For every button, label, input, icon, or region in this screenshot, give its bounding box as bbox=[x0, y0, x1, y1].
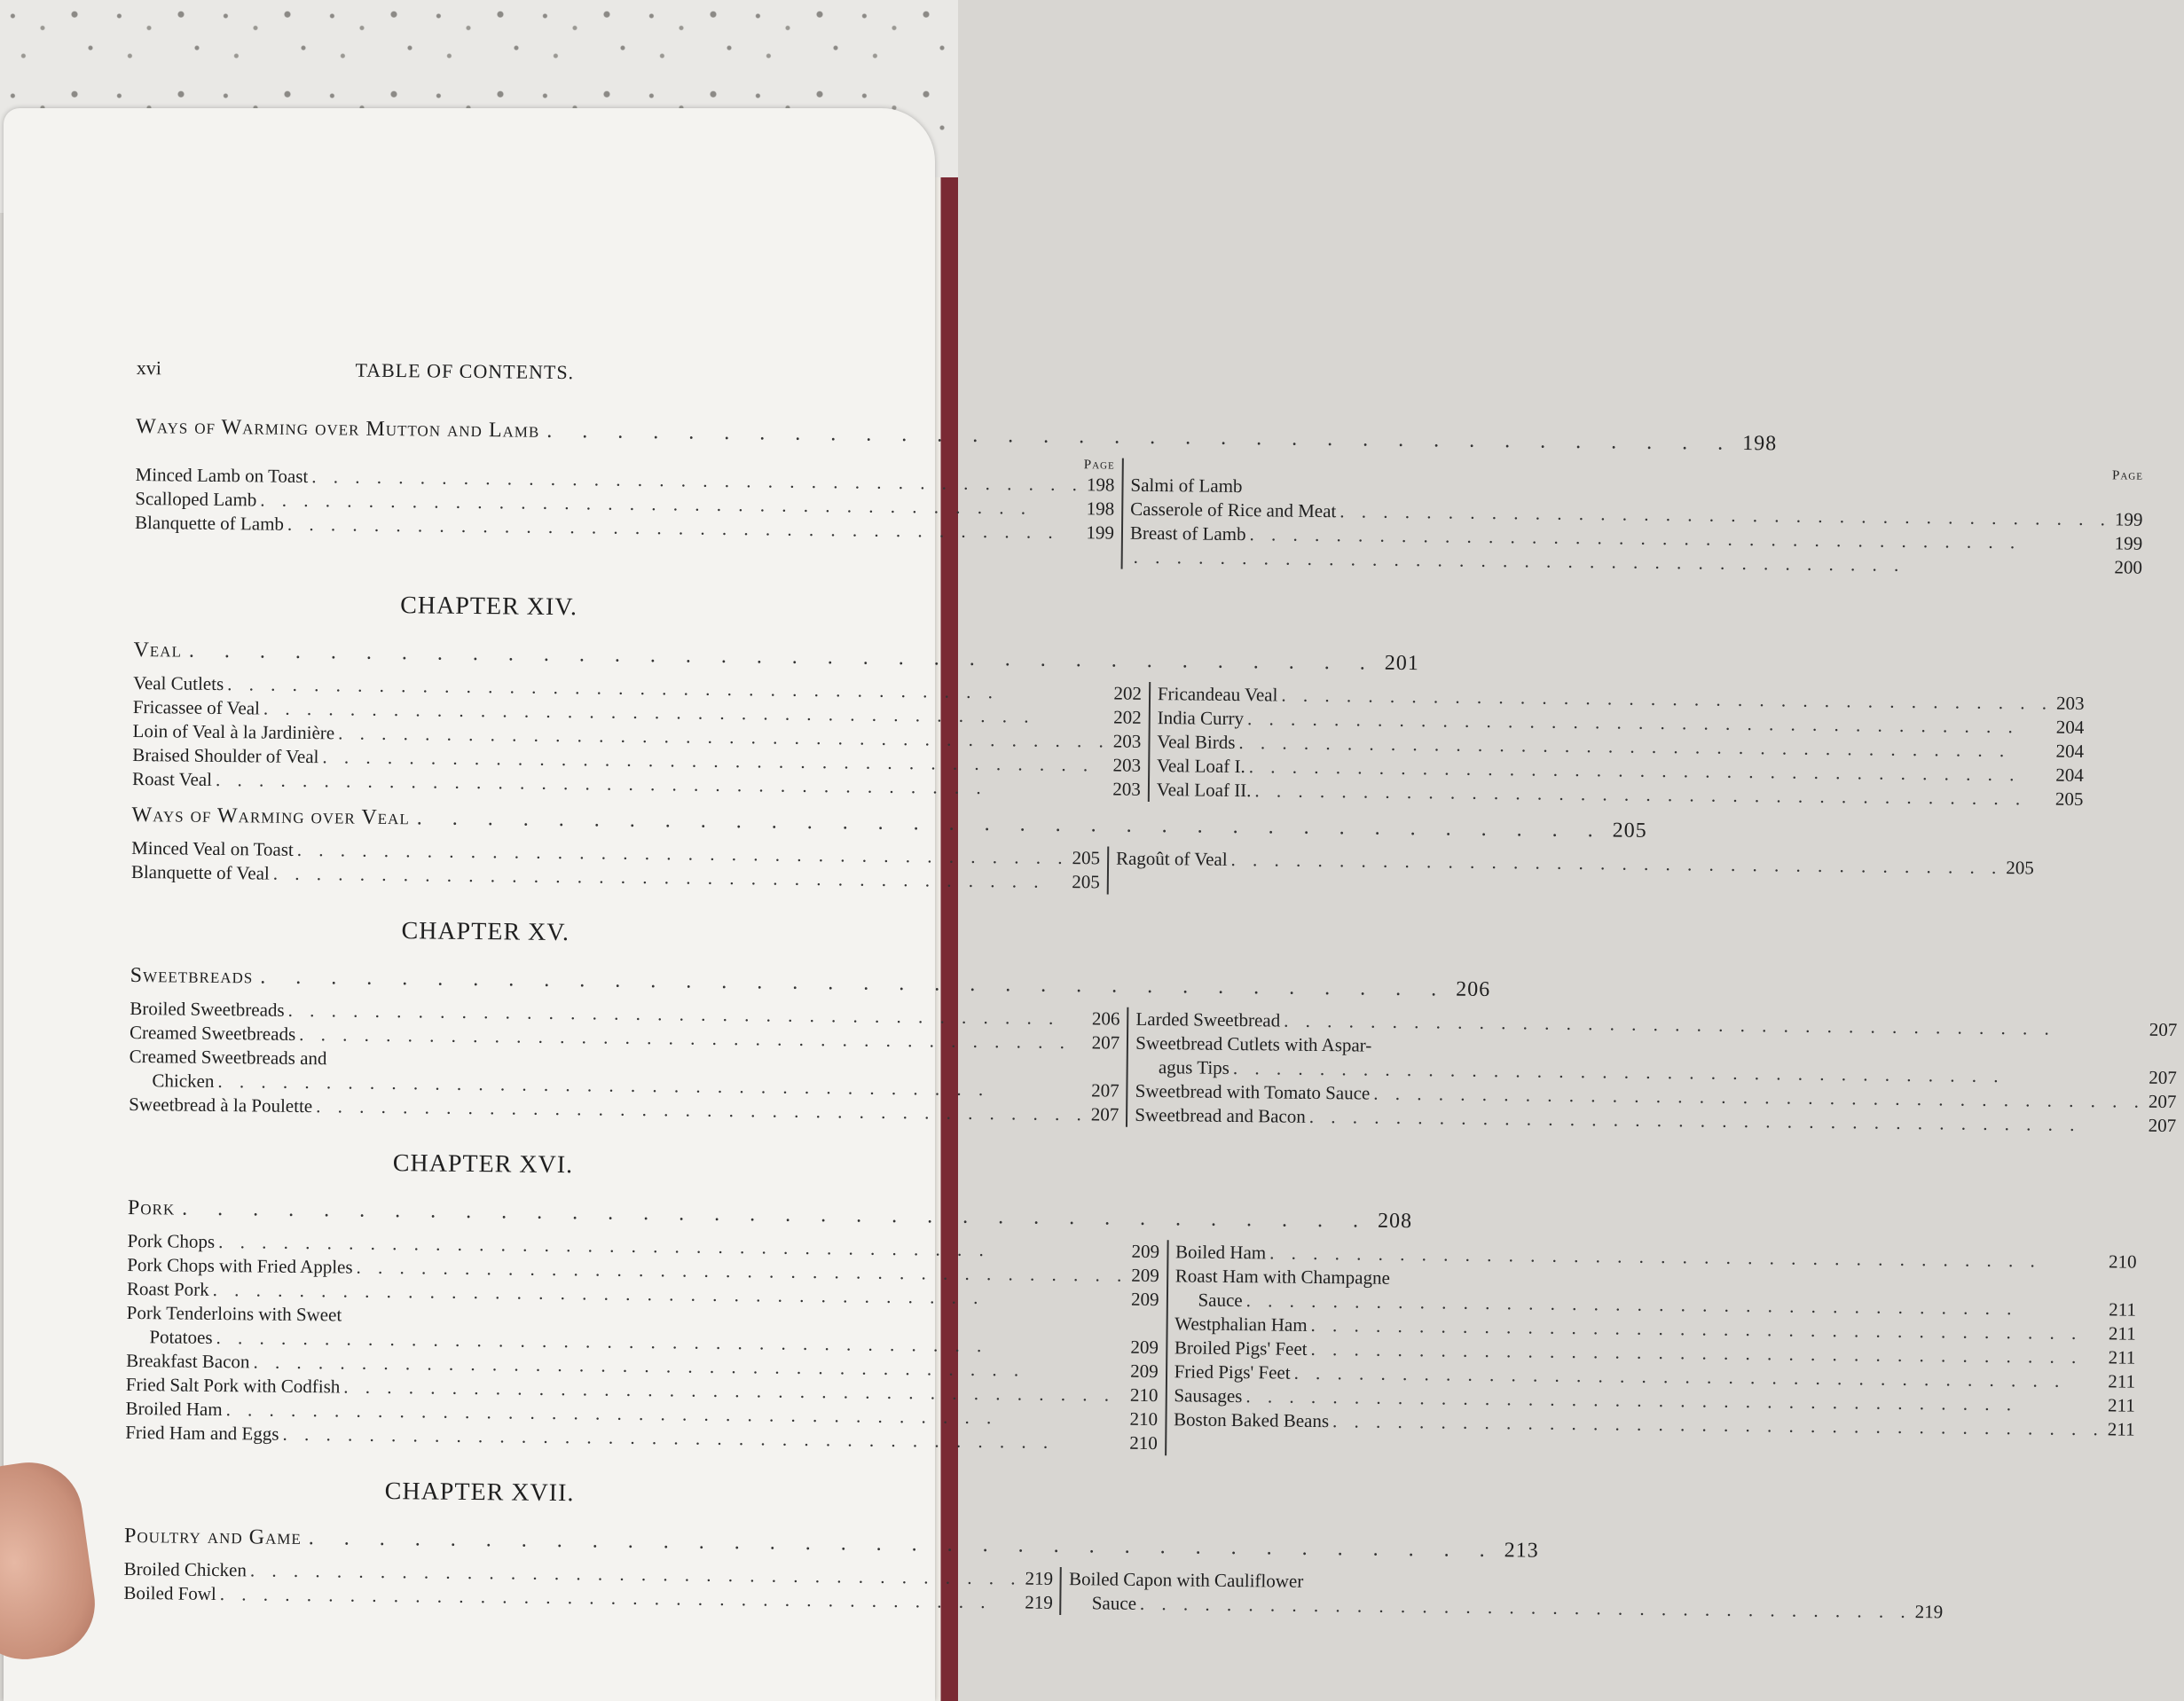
left-column bbox=[131, 836, 1109, 895]
right-column bbox=[1123, 459, 2144, 580]
entry-title: Sweetbread and Bacon bbox=[1135, 1103, 1306, 1127]
entry-title: Boiled Fowl bbox=[123, 1581, 216, 1605]
right-column bbox=[1167, 1240, 2137, 1465]
entry-title: Broiled Ham bbox=[125, 1397, 223, 1421]
entry-title: Roast Veal bbox=[131, 767, 213, 790]
entry-title: Blanquette of Veal bbox=[130, 860, 270, 884]
entry-page: 204 bbox=[2055, 764, 2084, 787]
entry-columns bbox=[125, 1229, 2137, 1454]
entry-title: Creamed Sweetbreads bbox=[129, 1021, 296, 1045]
section-page: 198 bbox=[1742, 431, 1778, 456]
toc-entry bbox=[1116, 847, 2034, 881]
right-column bbox=[1150, 682, 2085, 811]
entry-title: Boston Baked Beans bbox=[1173, 1408, 1330, 1432]
entry-page: 203 bbox=[1112, 754, 1142, 776]
entry-title: Veal Loaf I. bbox=[1156, 755, 1245, 778]
left-column bbox=[125, 1229, 1168, 1455]
entry-title: Westphalian Ham bbox=[1174, 1313, 1308, 1336]
chapter-title: CHAPTER XVI. bbox=[392, 1149, 574, 1180]
left-column bbox=[129, 997, 1129, 1127]
entry-title: Sauce bbox=[1091, 1592, 1137, 1614]
entry-title: Sausages bbox=[1174, 1384, 1243, 1407]
entry-title: Sweetbread Cutlets with Aspar- bbox=[1135, 1031, 1372, 1056]
entry-title: Pork Chops bbox=[127, 1229, 216, 1252]
entry-page: 209 bbox=[1131, 1240, 1160, 1263]
page-numeral: xvi bbox=[136, 357, 162, 380]
entry-title: Pork Chops with Fried Apples bbox=[127, 1253, 353, 1278]
entry-page: 207 bbox=[1090, 1103, 1119, 1125]
section-title: Poultry and Game bbox=[123, 1524, 302, 1550]
entry-page: 219 bbox=[1025, 1567, 1054, 1589]
entry-title: Fricassee of Veal bbox=[132, 695, 261, 719]
entry-title: Fried Ham and Eggs bbox=[125, 1421, 279, 1445]
entry-title: Boiled Capon with Cauliflower bbox=[1068, 1568, 1304, 1592]
leader-dots bbox=[182, 1197, 1371, 1234]
entry-page: 199 bbox=[2114, 532, 2143, 554]
entry-title: agus Tips bbox=[1158, 1056, 1230, 1078]
entry-page: 211 bbox=[2107, 1394, 2135, 1416]
chapter-title: CHAPTER XIV. bbox=[400, 592, 578, 622]
entry-page: 210 bbox=[1129, 1384, 1159, 1407]
leader-dots bbox=[546, 419, 1735, 456]
leader-dots bbox=[189, 639, 1378, 676]
entry-page: 211 bbox=[2107, 1418, 2135, 1440]
entry-page: 199 bbox=[2114, 508, 2143, 530]
entry-title: Minced Veal on Toast bbox=[131, 836, 294, 860]
section-page: 206 bbox=[1456, 977, 1491, 1002]
entry-page: 209 bbox=[1130, 1360, 1159, 1383]
entry-page: 211 bbox=[2108, 1370, 2136, 1392]
entry-title: Minced Lamb on Toast bbox=[135, 463, 309, 488]
entry-page: 209 bbox=[1130, 1336, 1159, 1359]
entry-title: Veal Loaf II. bbox=[1156, 779, 1252, 802]
entry-page: 209 bbox=[1130, 1288, 1159, 1311]
entry-title: Veal Cutlets bbox=[133, 671, 224, 695]
page-header bbox=[137, 357, 846, 387]
section-page: 208 bbox=[1377, 1209, 1413, 1234]
entry-title: Creamed Sweetbreads and bbox=[129, 1045, 327, 1070]
section-heading bbox=[133, 638, 1419, 676]
entry-page: 210 bbox=[1129, 1407, 1159, 1431]
entry-page: 202 bbox=[1113, 706, 1142, 728]
entry-page: 207 bbox=[2149, 1018, 2178, 1041]
entry-title: Loin of Veal à la Jardinière bbox=[132, 719, 335, 744]
entry-title: Ragoût of Veal bbox=[1115, 847, 1228, 870]
section-heading bbox=[131, 803, 1647, 843]
entry-title: Veal Birds bbox=[1157, 731, 1236, 753]
right-column bbox=[1109, 847, 2034, 905]
entry-title: Fricandeau Veal bbox=[1157, 683, 1278, 706]
section-heading bbox=[136, 414, 1778, 456]
book-page bbox=[4, 108, 2178, 1701]
left-column bbox=[135, 448, 1124, 569]
entry-page: 219 bbox=[1914, 1601, 1944, 1623]
entry-title: Larded Sweetbread bbox=[1135, 1007, 1281, 1031]
entry-page: 204 bbox=[2055, 716, 2085, 739]
section-title: Sweetbreads bbox=[130, 963, 254, 989]
running-title: TABLE OF CONTENTS. bbox=[355, 358, 575, 384]
entry-title: Pork Tenderloins with Sweet bbox=[126, 1301, 342, 1326]
entry-title: Casserole of Rice and Meat bbox=[1130, 498, 1337, 522]
section-title: Veal bbox=[133, 638, 183, 662]
section-title: Pork bbox=[127, 1195, 176, 1220]
entry-title: Fried Salt Pork with Codfish bbox=[125, 1373, 341, 1398]
entry-title: Fried Pigs' Feet bbox=[1174, 1360, 1291, 1384]
leader-dots bbox=[417, 806, 1606, 843]
entry-page: 207 bbox=[2148, 1114, 2177, 1137]
entry-page: 204 bbox=[2055, 740, 2085, 763]
entry-columns bbox=[131, 671, 2085, 811]
entry-columns bbox=[123, 1557, 1944, 1623]
entry-page: 210 bbox=[1129, 1431, 1158, 1454]
section-title: Ways of Warming over Veal bbox=[131, 803, 410, 830]
entry-title: India Curry bbox=[1157, 707, 1245, 730]
right-column bbox=[1127, 1007, 2177, 1138]
section-page: 205 bbox=[1612, 819, 1647, 843]
entry-page: 211 bbox=[2108, 1322, 2136, 1344]
section-heading bbox=[130, 963, 1491, 1002]
leader-dots bbox=[1230, 848, 2002, 880]
entry-title: Chicken bbox=[152, 1070, 215, 1092]
entry-title: Sauce bbox=[1198, 1289, 1243, 1312]
entry-page: 207 bbox=[1091, 1031, 1120, 1054]
entry-title: Scalloped Lamb bbox=[135, 487, 257, 511]
section-title: Ways of Warming over Mutton and Lamb bbox=[136, 414, 540, 443]
entry-page: 203 bbox=[2055, 692, 2085, 715]
entry-title: Blanquette of Lamb bbox=[134, 511, 285, 535]
entry-page: 207 bbox=[2148, 1090, 2177, 1113]
entry-page: 202 bbox=[1113, 682, 1143, 704]
entry-page: 205 bbox=[2006, 857, 2034, 879]
entry-title: Sweetbread with Tomato Sauce bbox=[1135, 1079, 1371, 1104]
entry-title: Sweetbread à la Poulette bbox=[129, 1093, 313, 1117]
entry-title: Broiled Pigs' Feet bbox=[1174, 1336, 1308, 1360]
entry-page: 207 bbox=[1091, 1079, 1119, 1101]
section-heading bbox=[123, 1524, 1539, 1563]
entry-page: 203 bbox=[1112, 778, 1141, 800]
page-column-label: Page bbox=[2111, 468, 2144, 483]
entry-title: Broiled Chicken bbox=[123, 1557, 247, 1581]
entry-title: Salmi of Lamb bbox=[1130, 474, 1243, 498]
entry-page: 198 bbox=[1086, 474, 1115, 496]
entry-title: Boiled Ham bbox=[1174, 1241, 1267, 1264]
page-column-label: Page bbox=[1083, 458, 1115, 473]
entry-page: 207 bbox=[2149, 1066, 2177, 1089]
entry-columns bbox=[134, 448, 2144, 578]
entry-page: 198 bbox=[1086, 498, 1115, 520]
entry-page: 205 bbox=[1072, 847, 1101, 869]
entry-page: 200 bbox=[2114, 556, 2143, 578]
leader-dots bbox=[260, 965, 1449, 1001]
entry-columns bbox=[129, 997, 2178, 1137]
section-heading bbox=[127, 1195, 1413, 1234]
entry-page: 210 bbox=[2108, 1250, 2137, 1273]
entry-page: 205 bbox=[1072, 871, 1100, 893]
left-column bbox=[132, 671, 1151, 802]
entry-page: 209 bbox=[1131, 1264, 1159, 1287]
entry-page: 219 bbox=[1025, 1591, 1053, 1613]
section-page: 201 bbox=[1384, 651, 1419, 676]
entry-title: Roast Ham with Champagne bbox=[1174, 1265, 1390, 1289]
entry-page: 206 bbox=[1091, 1007, 1120, 1030]
right-column bbox=[1062, 1567, 1944, 1624]
entry-page: 211 bbox=[2108, 1346, 2136, 1368]
leader-dots bbox=[309, 1526, 1497, 1563]
entry-title: Broiled Sweetbreads bbox=[130, 997, 285, 1021]
entry-title: Braised Shoulder of Veal bbox=[132, 743, 319, 768]
entry-page: 203 bbox=[1112, 730, 1142, 752]
entry-page: 199 bbox=[1086, 521, 1115, 544]
toc-content bbox=[123, 357, 2178, 1623]
chapter-title: CHAPTER XV. bbox=[401, 917, 570, 947]
chapter-title: CHAPTER XVII. bbox=[384, 1478, 575, 1508]
entry-title: Roast Pork bbox=[126, 1277, 209, 1300]
entry-title: Breast of Lamb bbox=[1129, 521, 1246, 545]
entry-page: 205 bbox=[2054, 788, 2084, 811]
entry-title: Potatoes bbox=[149, 1326, 213, 1348]
section-page: 213 bbox=[1504, 1539, 1539, 1563]
entry-columns bbox=[130, 836, 2034, 893]
entry-page: 211 bbox=[2109, 1298, 2137, 1321]
left-column bbox=[123, 1557, 1062, 1615]
entry-title: Breakfast Bacon bbox=[126, 1349, 250, 1373]
